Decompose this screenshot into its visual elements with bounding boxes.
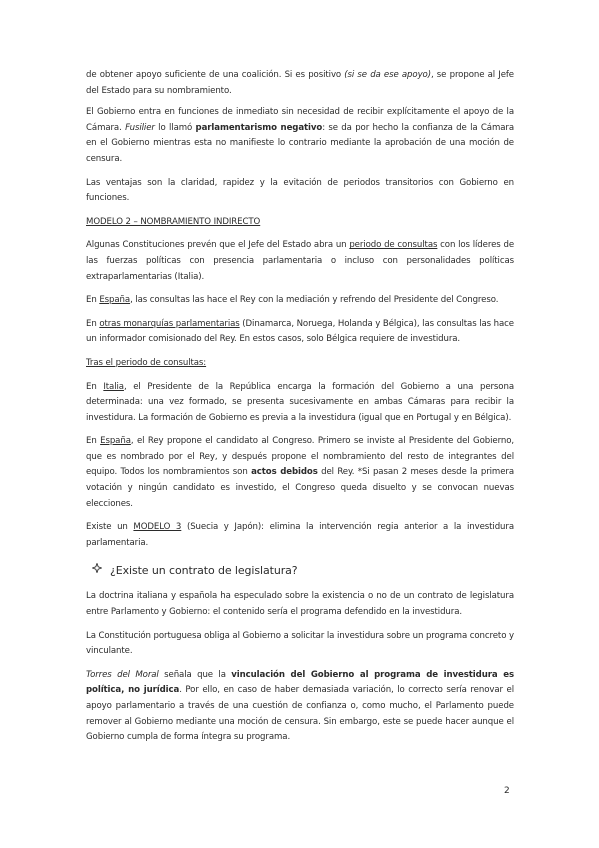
text-span: lo llamó	[154, 122, 196, 133]
underlined-term: España	[100, 436, 131, 447]
page-number: 2	[504, 786, 510, 796]
text-span: , el Rey propone el candidato al Congreso. Primero se inviste al Presidente del Gobierno, que es nombrado por el Rey, y después propone el nombramiento del resto de integrantes del equipo. Todos los nombramientos son	[86, 436, 514, 478]
underlined-heading: Tras el periodo de consultas:	[86, 357, 207, 368]
text-span: . Por ello, en caso de haber demasiada variación, lo correcto sería renovar el apoyo parlamentario a través de una cuestión de confianza o, como mucho, el Parlamento puede remover al Gobierno mediante una moción de censura. Sin embargo, este se puede hacer aunque el Gobierno cumpla de forma íntegra su programa.	[86, 685, 514, 743]
underlined-term: Italia	[103, 381, 124, 392]
heading-modelo-2	[86, 215, 514, 231]
text-span: , se propone al Jefe del Estado para su nombramiento.	[86, 70, 514, 96]
diamond-outline-icon-svg	[92, 563, 102, 573]
paragraph-italia	[86, 380, 514, 427]
bold-term: actos debidos	[251, 467, 318, 478]
text-span: , las consultas las hace el Rey con la mediación y refrendo del Presidente del Congreso.	[130, 295, 499, 306]
text-span: , el Presidente de la República encarga la formación del Gobierno a una persona determinada: una vez formado, se presenta sucesivamente en ambas Cámaras para recibir la investidura. La formación de Gobierno es previa a la investidura (igual que en Portugal y en Bélgica).	[86, 381, 514, 423]
underlined-term: periodo de consultas	[349, 240, 438, 251]
paragraph-ventajas	[86, 176, 514, 207]
text-span: En	[86, 381, 104, 392]
text-span: señala que la	[158, 669, 232, 680]
text-span: En	[86, 318, 100, 329]
paragraph-consultas	[86, 238, 514, 285]
text-span: La doctrina italiana y española ha especulado sobre la existencia o no de un contrato de legislatura entre Parlamento y Gobierno: el contenido sería el programa defendido en la investidura.	[86, 591, 514, 618]
paragraph-otras-monarquias	[86, 317, 514, 348]
paragraph-constitucion-portuguesa	[86, 629, 514, 660]
paragraph-modelo-3	[86, 520, 514, 551]
bold-term: parlamentarismo negativo	[195, 122, 323, 133]
body-text	[86, 68, 514, 746]
text-span: del Rey. *Si pasan 2 meses desde la primera votación y ningún candidato es investido, el Congreso queda disuelto y se convocan nuevas elecciones.	[86, 467, 514, 509]
paragraph-torres-del-moral	[86, 668, 514, 746]
underlined-heading: MODELO 2 – NOMBRAMIENTO INDIRECTO	[86, 216, 261, 227]
emphasis-text: Torres del Moral	[86, 669, 159, 680]
underlined-term: otras monarquías parlamentarias	[99, 318, 240, 329]
text-span: En	[86, 436, 101, 447]
text-span: (Suecia y Japón): elimina la intervención regia anterior a la investidura parlamentaria.	[86, 522, 514, 548]
emphasis-text: Fusilier	[125, 122, 155, 133]
paragraph-doctrina	[86, 589, 514, 620]
text-span: Algunas Constituciones prevén que el Jefe del Estado abra un	[86, 240, 350, 251]
underlined-term: España	[99, 295, 131, 306]
text-span: con los líderes de las fuerzas políticas con presencia parlamentaria o incluso con personalidades políticas extraparlamentarias (Italia).	[86, 240, 515, 282]
text-span: : se da por hecho la confianza de la Cámara en el Gobierno mientras esta no manifieste lo contrario mediante la aprobación de una moción de censura.	[86, 122, 514, 164]
emphasis-text: (si se da ese apoyo)	[344, 70, 431, 80]
paragraph-espana-consultas	[86, 293, 514, 309]
heading-tras-consultas	[86, 356, 514, 372]
text-span: Las ventajas son la claridad, rapidez y la evitación de periodos transitorios con Gobierno en funciones.	[86, 177, 514, 204]
underlined-term: MODELO 3	[133, 522, 182, 533]
text-span: (Dinamarca, Noruega, Holanda y Bélgica), las consultas las hace un informador comisionado del Rey. En estos casos, solo Bélgica requiere de investidura.	[86, 318, 514, 345]
bold-term: vinculación del Gobierno al programa de investidura es política, no jurídica	[86, 669, 514, 696]
paragraph-gobierno-funciones	[86, 105, 514, 167]
text-span: Existe un	[86, 522, 134, 533]
bullet-heading	[92, 561, 514, 581]
paragraph-coalition	[86, 68, 514, 99]
paragraph-espana-investidura	[86, 434, 514, 512]
text-span: La Constitución portuguesa obliga al Gobierno a solicitar la investidura sobre un programa concreto y vinculante.	[86, 630, 514, 657]
bullet-heading-text: ¿Existe un contrato de legislatura?	[110, 564, 298, 578]
text-span: El Gobierno entra en funciones de inmediato sin necesidad de recibir explícitamente el apoyo de la Cámara.	[86, 107, 514, 133]
text-span: de obtener apoyo suficiente de una coalición. Si es positivo	[86, 70, 345, 80]
diamond-outline-icon	[92, 561, 102, 581]
text-span: En	[86, 295, 100, 306]
